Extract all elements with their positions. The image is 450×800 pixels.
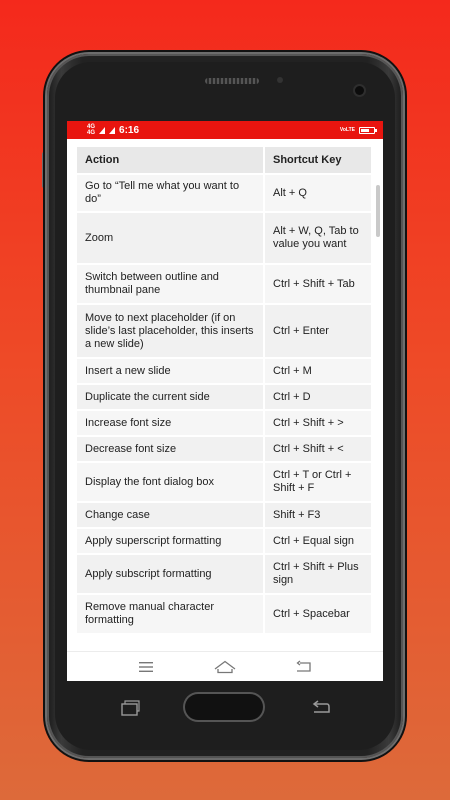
content-area[interactable] (67, 139, 383, 651)
shortcut-cell: Ctrl + Shift + < (265, 437, 373, 463)
action-cell: Apply subscript formatting (77, 555, 265, 595)
shortcut-cell: Ctrl + T or Ctrl + Shift + F (265, 463, 373, 503)
table-row (77, 595, 373, 635)
earpiece-speaker (205, 78, 259, 84)
hardware-keys (67, 690, 383, 726)
menu-button[interactable] (131, 657, 161, 677)
action-cell: Switch between outline and thumbnail pane (77, 265, 265, 305)
shortcut-cell: Alt + Q (265, 175, 373, 213)
shortcut-table (77, 147, 373, 635)
status-right (340, 127, 375, 134)
battery-fill (361, 129, 369, 132)
shortcut-cell: Ctrl + Spacebar (265, 595, 373, 635)
status-left (87, 124, 139, 136)
network-label-1: 4G (87, 124, 96, 130)
shortcut-cell: Shift + F3 (265, 503, 373, 529)
column-header-shortcut: Shortcut Key (265, 147, 373, 175)
status-time: 6:16 (119, 124, 140, 136)
action-cell: Insert a new slide (77, 359, 265, 385)
action-cell: Duplicate the current side (77, 385, 265, 411)
action-cell: Zoom (77, 213, 265, 265)
table-row (77, 213, 373, 265)
shortcut-cell: Ctrl + Shift + Plus sign (265, 555, 373, 595)
table-row (77, 503, 373, 529)
shortcut-cell: Alt + W, Q, Tab to value you want (265, 213, 373, 265)
shortcut-cell: Ctrl + Equal sign (265, 529, 373, 555)
navigation-bar (67, 651, 383, 681)
action-cell: Display the font dialog box (77, 463, 265, 503)
shortcut-cell: Ctrl + Enter (265, 305, 373, 359)
action-cell: Remove manual character formatting (77, 595, 265, 635)
hardware-recent-button[interactable] (119, 699, 141, 717)
back-button[interactable] (289, 657, 319, 677)
phone-screen (67, 121, 383, 681)
table-row (77, 411, 373, 437)
shortcut-cell: Ctrl + M (265, 359, 373, 385)
shortcut-cell: Ctrl + Shift + > (265, 411, 373, 437)
recent-apps-icon (119, 699, 141, 717)
action-cell: Decrease font size (77, 437, 265, 463)
action-cell: Apply superscript formatting (77, 529, 265, 555)
table-row (77, 555, 373, 595)
home-button[interactable] (210, 657, 240, 677)
table-row (77, 437, 373, 463)
status-bar (67, 121, 383, 139)
menu-icon (138, 661, 154, 673)
table-row (77, 175, 373, 213)
table-row (77, 359, 373, 385)
signal-icon (99, 127, 105, 134)
table-row (77, 463, 373, 503)
table-header-row (77, 147, 373, 175)
signal-icon-2 (109, 127, 115, 134)
shortcut-cell: Ctrl + D (265, 385, 373, 411)
home-icon (214, 660, 236, 674)
network-indicator (87, 124, 95, 136)
back-icon (295, 660, 313, 674)
volume-button (42, 152, 46, 188)
action-cell: Go to “Tell me what you want to do” (77, 175, 265, 213)
scrollbar[interactable] (376, 185, 380, 237)
column-header-action: Action (77, 147, 265, 175)
hardware-home-button[interactable] (185, 694, 263, 720)
table-row (77, 385, 373, 411)
hardware-back-button[interactable] (309, 699, 331, 717)
action-cell: Move to next placeholder (if on slide’s last placeholder, this inserts a new slide) (77, 305, 265, 359)
table-row (77, 265, 373, 305)
hardware-back-icon (309, 699, 331, 717)
table-row (77, 529, 373, 555)
shortcut-cell: Ctrl + Shift + Tab (265, 265, 373, 305)
network-label-2: 4G (87, 130, 96, 136)
action-cell: Change case (77, 503, 265, 529)
action-cell: Increase font size (77, 411, 265, 437)
proximity-sensor (277, 77, 283, 83)
table-row (77, 305, 373, 359)
battery-icon (359, 127, 375, 134)
power-button (403, 215, 407, 279)
volte-badge: VoLTE (339, 126, 355, 133)
front-camera (355, 86, 364, 95)
